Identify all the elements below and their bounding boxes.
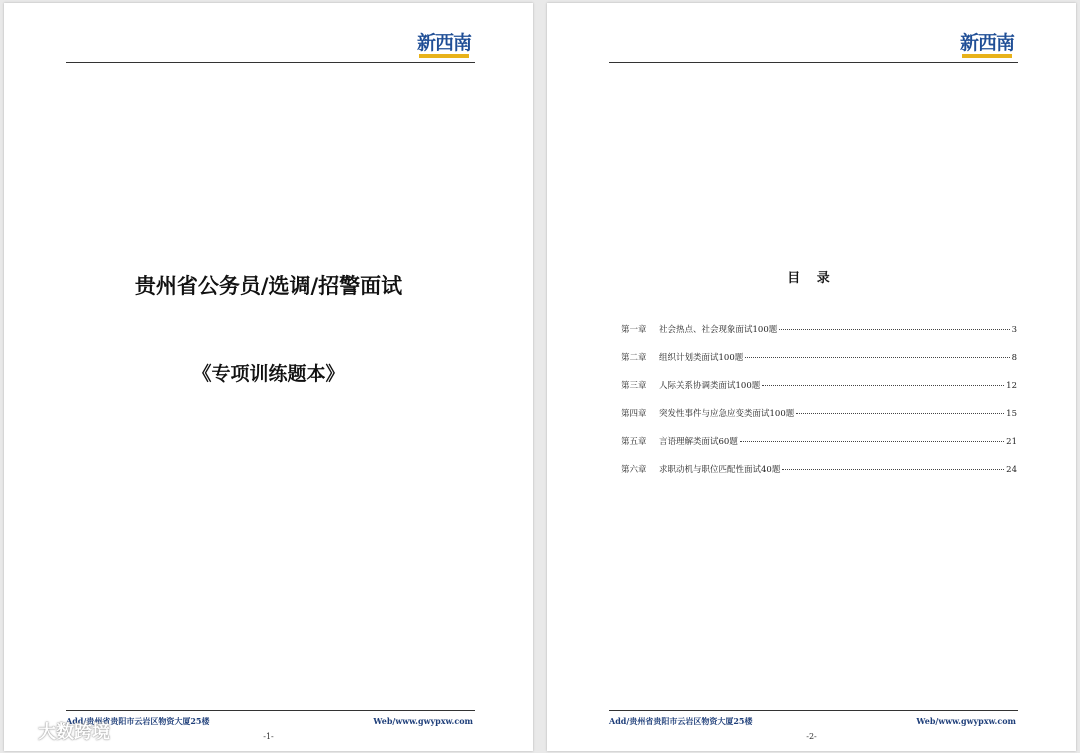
footer-website: Web/www.gwypxw.com: [373, 716, 473, 726]
footer-rule: [609, 710, 1018, 711]
toc-title: 求职动机与职位匹配性面试40题: [659, 465, 781, 475]
toc-page: 12: [1006, 381, 1017, 391]
watermark-text: 大数跨境: [38, 722, 110, 743]
toc-heading: 目 录: [787, 271, 836, 286]
brand-logo: [415, 33, 473, 61]
header-rule: [66, 62, 475, 63]
toc-leader: [796, 413, 1004, 414]
watermark: [4, 718, 110, 744]
toc-entry[interactable]: [621, 435, 1017, 463]
toc-chapter: 第一章: [621, 325, 647, 335]
footer-address: Add/贵州省贵阳市云岩区物资大厦25楼: [66, 716, 210, 726]
footer-address: Add/贵州省贵阳市云岩区物资大厦25楼: [609, 716, 753, 726]
toc-leader: [745, 357, 1009, 358]
toc-title: 组织计划类面试100题: [659, 353, 744, 363]
toc-entry[interactable]: [621, 351, 1017, 379]
brand-logo-text: 新西南: [416, 32, 471, 54]
page-number: -2-: [806, 732, 817, 741]
page-number: -1-: [263, 732, 274, 741]
brand-logo: [958, 33, 1016, 61]
brand-logo-bar: [419, 54, 469, 58]
toc-leader: [782, 469, 1004, 470]
document-page-2: [547, 3, 1076, 751]
toc-page: 21: [1006, 437, 1017, 447]
toc-chapter: 第六章: [621, 465, 647, 475]
toc-title: 言语理解类面试60题: [659, 437, 738, 447]
toc-chapter: 第五章: [621, 437, 647, 447]
toc-title: 突发性事件与应急应变类面试100题: [659, 409, 795, 419]
document-page-1: [4, 3, 533, 751]
toc-chapter: 第三章: [621, 381, 647, 391]
footer-rule: [66, 710, 475, 711]
toc-entry[interactable]: [621, 463, 1017, 491]
footer-website: Web/www.gwypxw.com: [916, 716, 1016, 726]
brand-logo-text: 新西南: [959, 32, 1014, 54]
header-rule: [609, 62, 1018, 63]
toc-chapter: 第四章: [621, 409, 647, 419]
toc-page: 24: [1006, 465, 1017, 475]
toc-list: [621, 323, 1017, 491]
toc-chapter: 第二章: [621, 353, 647, 363]
toc-page: 15: [1006, 409, 1017, 419]
toc-entry[interactable]: [621, 379, 1017, 407]
toc-title: 社会热点、社会现象面试100题: [659, 325, 778, 335]
toc-entry[interactable]: [621, 407, 1017, 435]
chat-bubble-icon: [4, 721, 34, 741]
toc-title: 人际关系协调类面试100题: [659, 381, 761, 391]
brand-logo-bar: [962, 54, 1012, 58]
toc-page: 8: [1011, 353, 1017, 363]
toc-leader: [740, 441, 1004, 442]
toc-leader: [762, 385, 1004, 386]
toc-leader: [779, 329, 1009, 330]
cover-title: 贵州省公务员/选调/招警面试: [134, 274, 403, 298]
toc-page: 3: [1011, 325, 1017, 335]
toc-entry[interactable]: [621, 323, 1017, 351]
cover-subtitle: 《专项训练题本》: [192, 363, 345, 385]
